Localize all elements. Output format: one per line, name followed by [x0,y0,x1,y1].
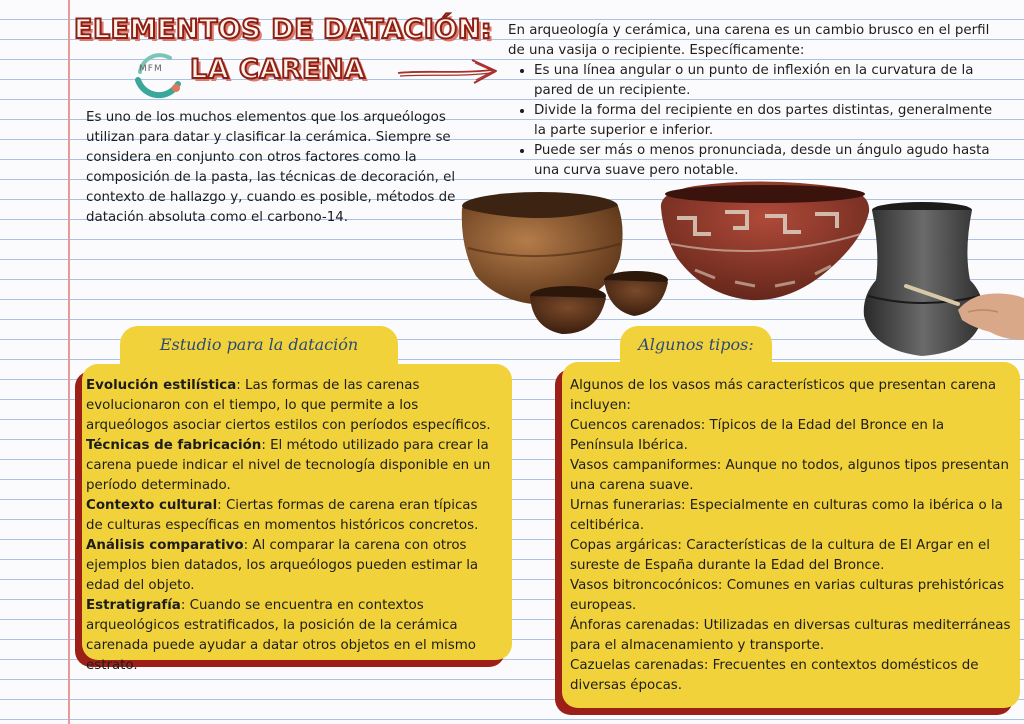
study-item-text: : El método utilizado para crear la carena puede indicar el nivel de tecnología disponible en un período determinado. [86,438,491,493]
study-item-term: Estratigrafía [86,598,181,613]
definition-text: En arqueología y cerámica, una carena es un cambio brusco en el perfil de una vasija o recipiente. Específicamente: [508,23,990,58]
decorated-vessel-photo [655,178,875,308]
types-line: Ánforas carenadas: Utilizadas en diversas culturas mediterráneas para el almacenamiento y transporte. [570,618,1011,653]
study-item-term: Contexto cultural [86,498,218,513]
types-tab [620,326,772,366]
study-item [86,496,498,536]
definition-list [508,61,1004,181]
types-line: Copas argáricas: Características de la cultura de El Argar en el sureste de España durante la Edad del Bronce. [570,538,991,573]
study-item-term: Análisis comparativo [86,538,244,553]
study-item-text: : Al comparar la carena con otros ejemplos bien datados, los arqueólogos pueden estimar la edad del objeto. [86,538,479,593]
study-item-text: : Cuando se encuentra en contextos arqueológicos estratificados, la posición de la cerámica carenada puede ayudar a datar otros objetos en el mismo estrato. [86,598,476,673]
arrow-right-icon [396,56,500,86]
title-line-2: LA CARENA [190,54,366,85]
types-line: Cazuelas carenadas: Frecuentes en contextos domésticos de diversas épocas. [570,658,979,693]
definition-bullet: • Es una línea angular o un punto de inflexión en la curvatura de la pared de un recipiente. [534,61,1004,101]
study-box [82,364,512,673]
types-line: Urnas funerarias: Especialmente en culturas como la ibérica o la celtibérica. [570,498,1003,533]
study-item [86,596,498,676]
types-box [562,362,1020,708]
study-item-text: : Ciertas formas de carena eran típicas de culturas específicas en momentos históricos concretos. [86,498,479,533]
types-line: Vasos campaniformes: Aunque no todos, algunos tipos presentan una carena suave. [570,458,1009,493]
types-line: Vasos bitroncocónicos: Comunes en varias culturas prehistóricas europeas. [570,578,1005,613]
logo-icon [130,50,186,106]
study-item [86,536,498,596]
study-item [86,376,498,436]
study-item-text: : Las formas de las carenas evolucionaron con el tiempo, lo que permite a los arqueólogos asociar ciertos estilos con períodos específicos. [86,378,491,433]
study-tab-label: Estudio para la datación [159,335,359,354]
title-line-1: ELEMENTOS DE DATACIÓN: [74,14,493,45]
types-tab-label: Algunos tipos: [638,335,754,354]
study-item-term: Técnicas de fabricación [86,438,262,453]
study-item-term: Evolución estilística [86,378,237,393]
definition-section [508,21,1004,181]
definition-bullet: • Divide la forma del recipiente en dos partes distintas, generalmente la parte superior e inferior. [534,101,1004,141]
definition-bullet: • Puede ser más o menos pronunciada, desde un ángulo agudo hasta una curva suave pero notable. [534,141,1004,181]
study-item [86,436,498,496]
intro-paragraph: Es uno de los muchos elementos que los arqueólogos utilizan para datar y clasificar la cerámica. Siempre se considera en conjunto con otros factores como la composición de la pasta, las técnicas de decoración, el contexto de hallazgo y, cuando es posible, métodos de datación absoluta como el carbono-14. [86,110,456,225]
logo-text: MFM [139,64,163,74]
study-tab [120,326,398,366]
types-line: Algunos de los vasos más característicos que presentan carena incluyen: [570,378,997,413]
black-carinated-jar-photo [858,200,1024,360]
types-line: Cuencos carenados: Típicos de la Edad del Bronce en la Península Ibérica. [570,418,945,453]
